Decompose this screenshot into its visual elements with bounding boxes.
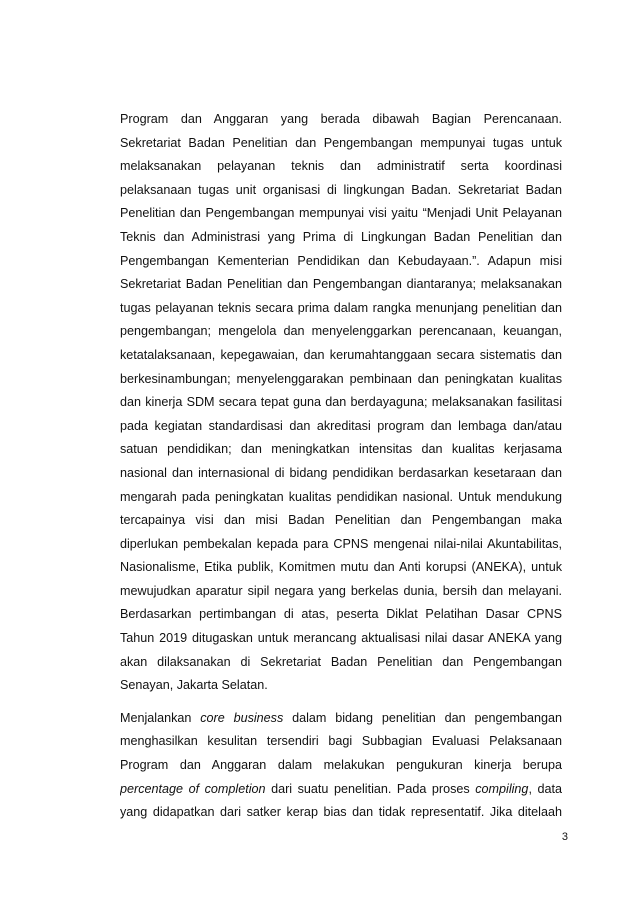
text-line: Teknis dan Administrasi yang Prima di Lingkungan Badan Penelitian dan: [120, 229, 562, 244]
text-line: ketatalaksanaan, kepegawaian, dan kerumahtanggaan secara sistematis dan: [120, 347, 562, 362]
text-line: Tahun 2019 ditugaskan untuk merancang aktualisasi nilai dasar ANEKA yang: [120, 631, 562, 646]
text-line: pelaksanaan tugas unit organisasi di lingkungan Badan. Sekretariat Badan: [120, 182, 562, 197]
text-line: pengembangan; mengelola dan menyelenggarkan perencanaan, keuangan,: [120, 324, 562, 339]
text-line: dan kinerja SDM secara tepat guna dan berdayaguna; melaksanakan fasilitasi: [120, 395, 562, 410]
text-line: Senayan, Jakarta Selatan.: [120, 678, 268, 693]
text-line: menghasilkan kesulitan tersendiri bagi Subbagian Evaluasi Pelaksanaan: [120, 734, 562, 749]
text-run: Menjalankan: [120, 710, 192, 725]
page-number: 3: [561, 831, 568, 843]
paragraph-1: [120, 108, 562, 698]
text-line: nasional dan internasional di bidang pendidikan berdasarkan kesetaraan dan: [120, 465, 562, 480]
text-line: [120, 778, 562, 802]
text-line: satuan pendidikan; dan meningkatkan intensitas dan kualitas kerjasama: [120, 442, 562, 457]
text-line: tercapainya visi dan misi Badan Penelitian dan Pengembangan maka: [120, 513, 562, 528]
text-line: [120, 707, 562, 731]
text-line: yang didapatkan dari satker kerap bias dan tidak representatif. Jika ditelaah: [120, 805, 562, 820]
body-text: [120, 108, 562, 825]
text-line: Berdasarkan pertimbangan di atas, peserta Diklat Pelatihan Dasar CPNS: [120, 607, 562, 622]
text-line: melaksanakan pelayanan teknis dan administratif serta koordinasi: [120, 159, 562, 174]
text-run: dalam bidang penelitian dan pengembangan: [292, 710, 562, 725]
text-line: Program dan Anggaran dalam melakukan pengukuran kinerja berupa: [120, 758, 562, 773]
text-line: Penelitian dan Pengembangan mempunyai visi yaitu “Menjadi Unit Pelayanan: [120, 206, 562, 221]
text-line: Nasionalisme, Etika publik, Komitmen mutu dan Anti korupsi (ANEKA), untuk: [120, 560, 562, 575]
text-line: Sekretariat Badan Penelitian dan Pengembangan mempunyai tugas untuk: [120, 135, 562, 150]
italic-term: core business: [200, 710, 284, 725]
text-line: Sekretariat Badan Penelitian dan Pengembangan diantaranya; melaksanakan: [120, 277, 562, 292]
text-line: berkesinambungan; menyelenggarakan pembinaan dan peningkatan kualitas: [120, 371, 562, 386]
text-line: mewujudkan aparatur sipil negara yang berkelas dunia, bersih dan melayani.: [120, 583, 562, 598]
text-line: akan dilaksanakan di Sekretariat Badan Penelitian dan Pengembangan: [120, 654, 562, 669]
text-run: dari suatu penelitian. Pada proses: [271, 781, 470, 796]
text-line: diperlukan pembekalan kepada para CPNS mengenai nilai-nilai Akuntabilitas,: [120, 536, 562, 551]
text-line: pada kegiatan standardisasi dan akreditasi program dan lembaga dan/atau: [120, 418, 562, 433]
paragraph-spacer: [120, 698, 562, 707]
text-line: Pengembangan Kementerian Pendidikan dan Kebudayaan.”. Adapun misi: [120, 253, 562, 268]
paragraph-2: [120, 707, 562, 825]
text-line: Program dan Anggaran yang berada dibawah Bagian Perencanaan.: [120, 112, 562, 126]
italic-term: percentage of completion: [120, 781, 266, 796]
text-run: , data: [528, 781, 562, 796]
text-line: tugas pelayanan teknis secara prima dalam rangka menunjang penelitian dan: [120, 300, 562, 315]
text-line: mengarah pada peningkatan kualitas pendidikan nasional. Untuk mendukung: [120, 489, 562, 504]
italic-term: compiling: [475, 781, 529, 796]
